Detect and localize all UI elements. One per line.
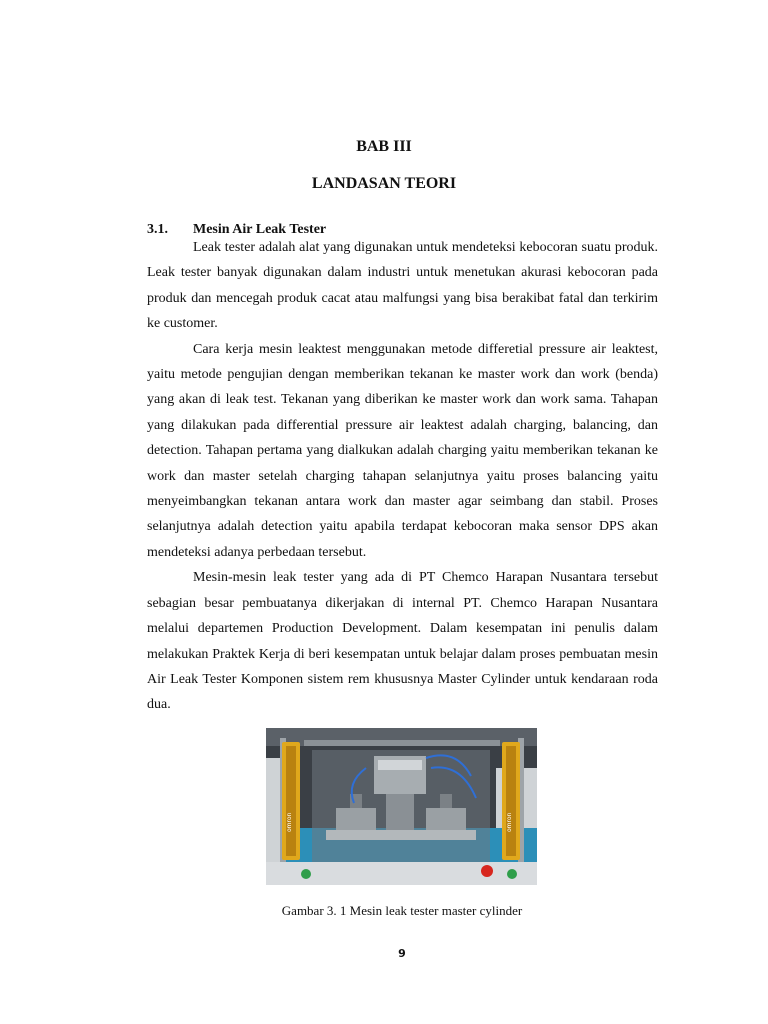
section-number: 3.1. <box>147 222 168 237</box>
paragraph-3: Mesin-mesin leak tester yang ada di PT Chemco Harapan Nusantara tersebut sebagian besar pembuatanya dikerjakan di internal PT. Chemco Harapan Nusantara melalui departemen Production Development. Dalam kesempatan ini penulis dalam melakukan Praktek Kerja di beri kesempatan untuk belajar dalam proses pembuatan mesin Air Leak Tester Komponen sistem rem khususnya Master Cylinder untuk kendaraan roda dua. <box>147 570 658 713</box>
sensor-label-right: omron <box>506 812 513 832</box>
figure-caption: Gambar 3. 1 Mesin leak tester master cylinder <box>281 903 523 918</box>
page-number: 9 <box>398 947 406 960</box>
paragraph-2: Cara kerja mesin leaktest menggunakan metode differetial pressure air leaktest, yaitu metode pengujian dengan memberikan tekanan ke master work dan work (benda) yang akan di leak test. Tekanan yang diberikan ke master work dan work sama. Tahapan yang dilakukan pada differential pressure air leaktest adalah charging, balancing, dan detection. Tahapan pertama yang dialkukan adalah charging yaitu memberikan tekanan ke work dan master setelah charging tahapan selanjutnya yaitu proses balancing yaitu menyeimbangkan tekanan antara work dan master agar seimbang dan stabil. Proses selanjutnya adalah detection yaitu apabila terdapat kebocoran maka sensor DPS akan mendeteksi adanya perbedaan tersebut. <box>147 341 658 560</box>
machine-photo <box>266 728 537 885</box>
section-title: Mesin Air Leak Tester <box>193 222 327 237</box>
sensor-label-left: omron <box>286 812 293 832</box>
chapter-number: BAB III <box>356 138 412 155</box>
paragraph-1: Leak tester adalah alat yang digunakan untuk mendeteksi kebocoran suatu produk. Leak tester banyak digunakan dalam industri untuk menetukan akurasi kebocoran pada produk dan mencegah produk cacat atau malfungsi yang bisa berakibat fatal dan terkirim ke customer. <box>147 240 658 332</box>
chapter-title: LANDASAN TEORI <box>311 175 457 192</box>
body-text <box>147 235 658 718</box>
